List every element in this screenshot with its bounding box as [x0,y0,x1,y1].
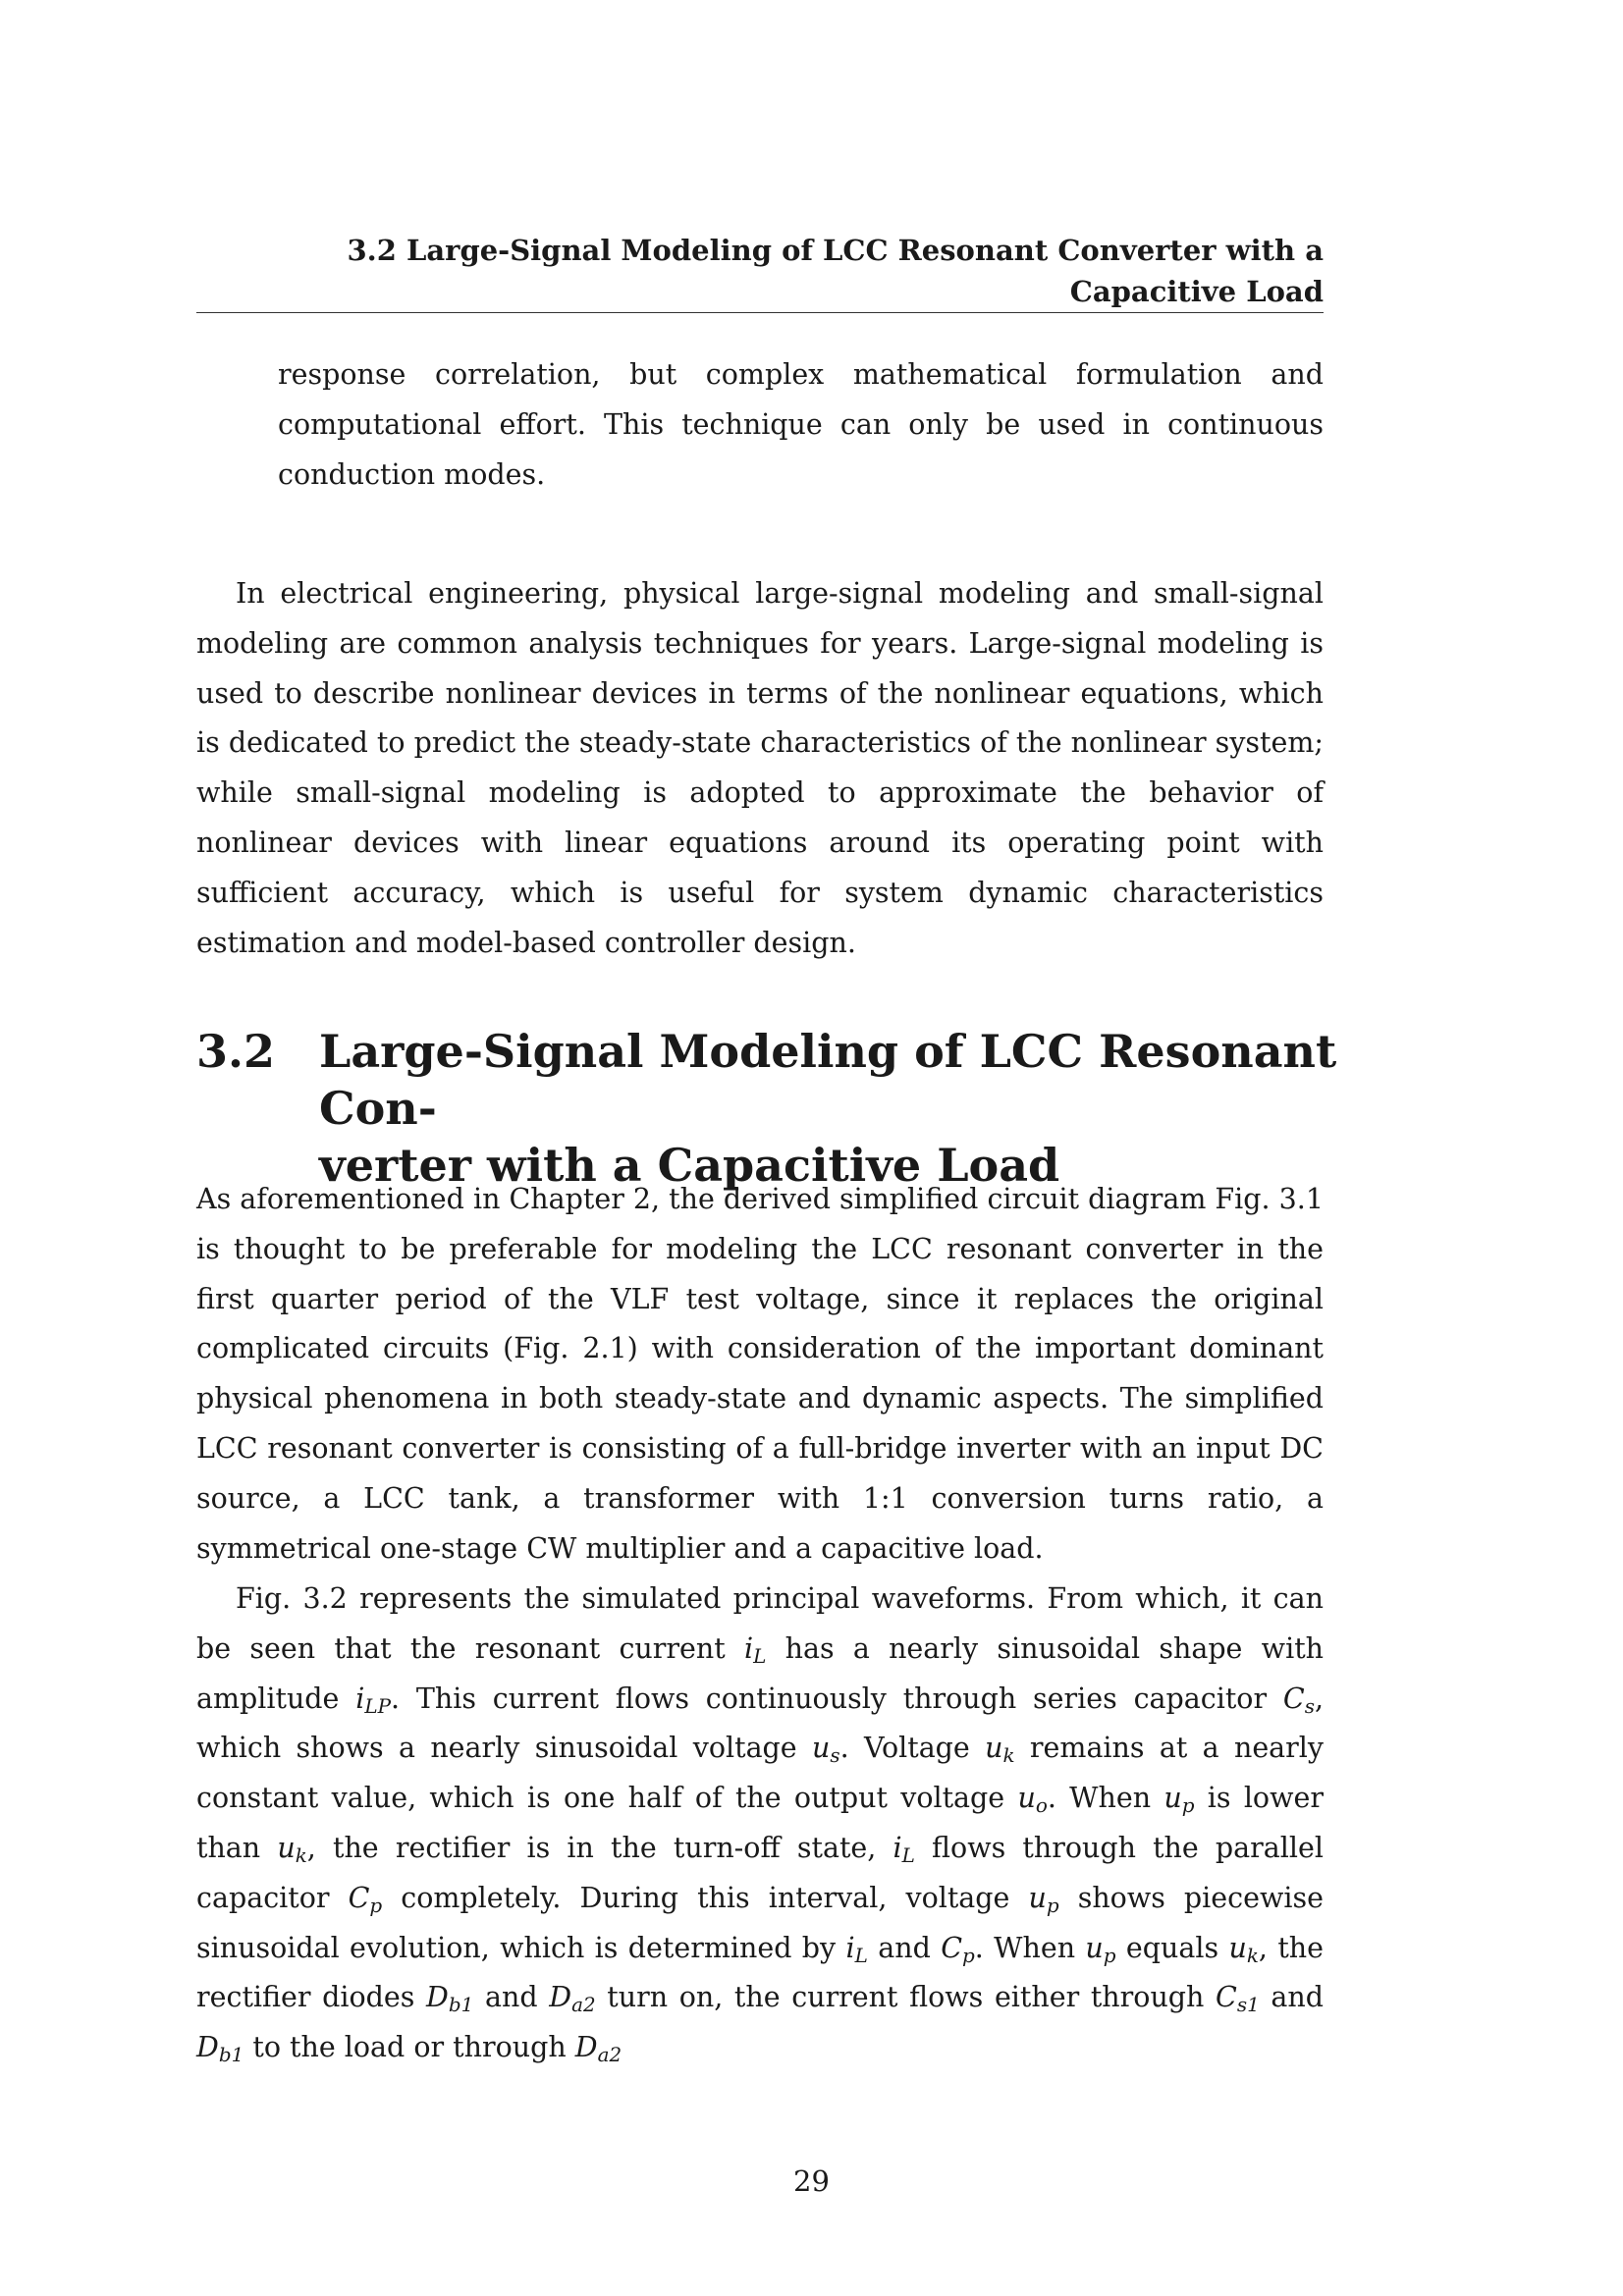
running-header-line-1: 3.2 Large-Signal Modeling of LCC Resonant Converter with a [347,234,1324,267]
section-number: 3.2 [196,1025,276,1078]
symbol-up: $u_p$ [1163,1782,1195,1818]
symbol-Da2: $D_{a2}$ [549,1981,596,2017]
symbol-uo: $u_o$ [1017,1782,1048,1818]
paragraph-principal-waveforms: Fig. 3.2 represents the simulated principal waveforms. From which, it can be seen that the resonant current $i_L$ has a nearly sinusoidal shape with amplitude $i_{LP}$. This current flows continuously through series capacitor $C_s$, which shows a nearly sinusoidal voltage $u_s$. Voltage $u_k$ remains at a nearly constant value, which is one half of the output voltage $u_o$. When $u_p$ is lower than $u_k$, the rectifier is in the turn-off state, $i_L$ flows through the parallel capacitor $C_p$ completely. During this interval, voltage $u_p$ shows piecewise sinusoidal evolution, which is determined by $i_L$ and $C_p$. When $u_p$ equals $u_k$, the rectifier diodes $D_{b1}$ and $D_{a2}$ turn on, the current flows either through $C_{s1}$ and $D_{b1}$ to the load or through $D_{a2}$ [196,1582,1325,2067]
symbol-up: $u_p$ [1085,1931,1116,1967]
symbol-iL: $i_L$ [845,1931,868,1967]
page-number: 29 [793,2164,830,2198]
intro-list-item-continuation: response correlation, but complex mathematical formulation and computational effort. This technique can only be used in continuous conduction modes. [278,358,1324,491]
header-rule [196,312,1324,313]
symbol-Db1: $D_{b1}$ [196,2031,244,2067]
symbol-uk: $u_k$ [1228,1931,1259,1967]
symbol-up: $u_p$ [1028,1881,1059,1917]
running-header-line-2: Capacitive Load [1069,275,1324,308]
symbol-us: $u_s$ [812,1732,840,1768]
symbol-Cp: $C_p$ [348,1881,383,1917]
section-title-line-1: Large-Signal Modeling of LCC Resonant Con- [319,1025,1337,1135]
symbol-iLP: $i_{LP}$ [355,1682,391,1718]
symbol-Cs: $C_s$ [1282,1682,1315,1718]
symbol-Db1: $D_{b1}$ [426,1981,474,2017]
symbol-iL: $i_L$ [893,1831,915,1867]
symbol-uk: $u_k$ [985,1732,1015,1768]
symbol-Cp: $C_p$ [941,1931,975,1967]
symbol-iL: $i_L$ [743,1631,767,1668]
symbol-Cs1: $C_{s1}$ [1216,1981,1260,2017]
section-title-line-2: verter with a Capacitive Load [319,1139,1060,1192]
paragraph-simplified-circuit: As aforementioned in Chapter 2, the derived simplified circuit diagram Fig. 3.1 is thought to be preferable for modeling the LCC resonant converter in the first quarter period of the VLF test voltage, since it replaces the original complicated circuits (Fig. 2.1) with consideration of the important dominant physical phenomena in both steady-state and dynamic aspects. The simplified LCC resonant converter is consisting of a full-bridge inverter with an input DC source, a LCC tank, a transformer with 1:1 conversion turns ratio, a symmetrical one-stage CW multiplier and a capacitive load. [196,1183,1324,1565]
symbol-Da2: $D_{a2}$ [574,2031,622,2067]
symbol-uk: $u_k$ [277,1831,307,1867]
paragraph-modeling-techniques: In electrical engineering, physical large-signal modeling and small-signal modeling are common analysis techniques for years. Large-signal modeling is used to describe nonlinear devices in terms of the nonlinear equations, which is dedicated to predict the steady-state characteristics of the nonlinear system; while small-signal modeling is adopted to approximate the behavior of nonlinear devices with linear equations around its operating point with sufficient accuracy, which is useful for system dynamic characteristics estimation and model-based controller design. [196,577,1324,959]
running-header [196,230,1324,312]
section-title [319,1023,1380,1194]
